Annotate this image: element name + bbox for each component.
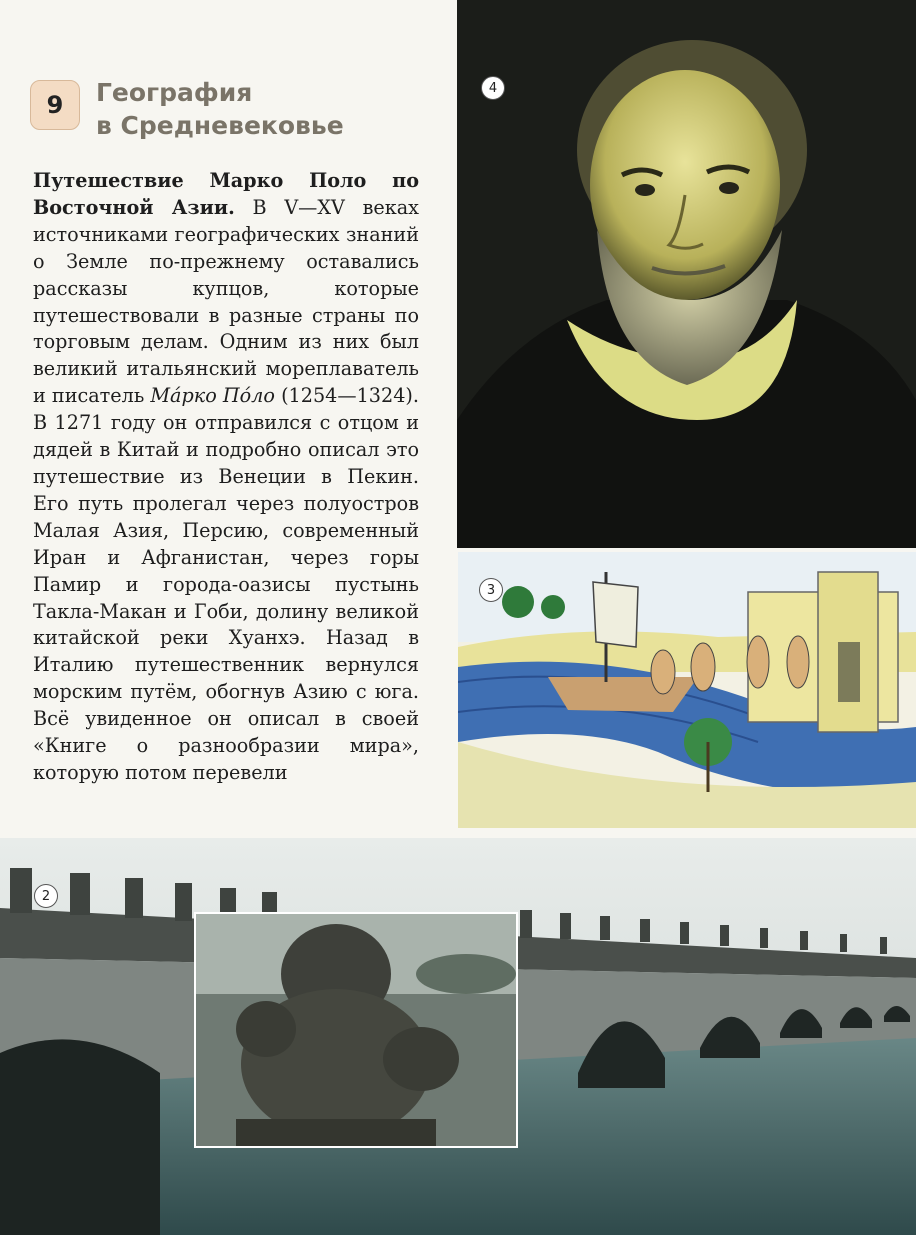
stone-lion-illustration bbox=[196, 914, 516, 1146]
section-number-badge: 9 bbox=[30, 80, 80, 130]
section-title-line1: География bbox=[96, 78, 253, 107]
paragraph-text-part1: В V—XV веках источниками географических знаний о Земле по-прежнему оставались рассказы купцов, которые путешествовали в разные страны по торговым делам. Одним из них был великий итальянский мореплаватель и писатель bbox=[33, 195, 419, 408]
paragraph-heading: Путешествие Марко Поло по Восточной Азии. bbox=[33, 169, 419, 219]
section-title bbox=[96, 76, 436, 142]
figure-4-number: 4 bbox=[481, 76, 505, 100]
harbor-illustration bbox=[458, 552, 916, 828]
figure-3-number: 3 bbox=[479, 578, 503, 602]
body-paragraph bbox=[33, 168, 419, 787]
section-header bbox=[30, 76, 450, 146]
stone-lion-inset bbox=[194, 912, 518, 1148]
portrait-illustration bbox=[457, 0, 916, 548]
section-title-line2: в Средневековье bbox=[96, 111, 344, 140]
paragraph-text-part2: (1254—1324). В 1271 году он отправился с отцом и дядей в Китай и подробно описал это путешествие из Венеции в Пекин. Его путь пролегал через полуостров Малая Азия, Персию, современный Иран и Афганистан, через горы Памир и города-оазисы пустынь Такла-Макан и Гоби, долину великой китайской реки Хуанхэ. Назад в Италию путешественник вернулся морским путём, обогнув Азию с юга. Всё увиденное он описал в своей «Книге о разнообразии мира», которую потом перевели bbox=[33, 384, 419, 784]
marco-polo-name: Ма́рко По́ло bbox=[150, 384, 275, 408]
figure-2-number: 2 bbox=[34, 884, 58, 908]
marco-polo-portrait bbox=[457, 0, 916, 548]
medieval-drawing bbox=[458, 552, 916, 828]
